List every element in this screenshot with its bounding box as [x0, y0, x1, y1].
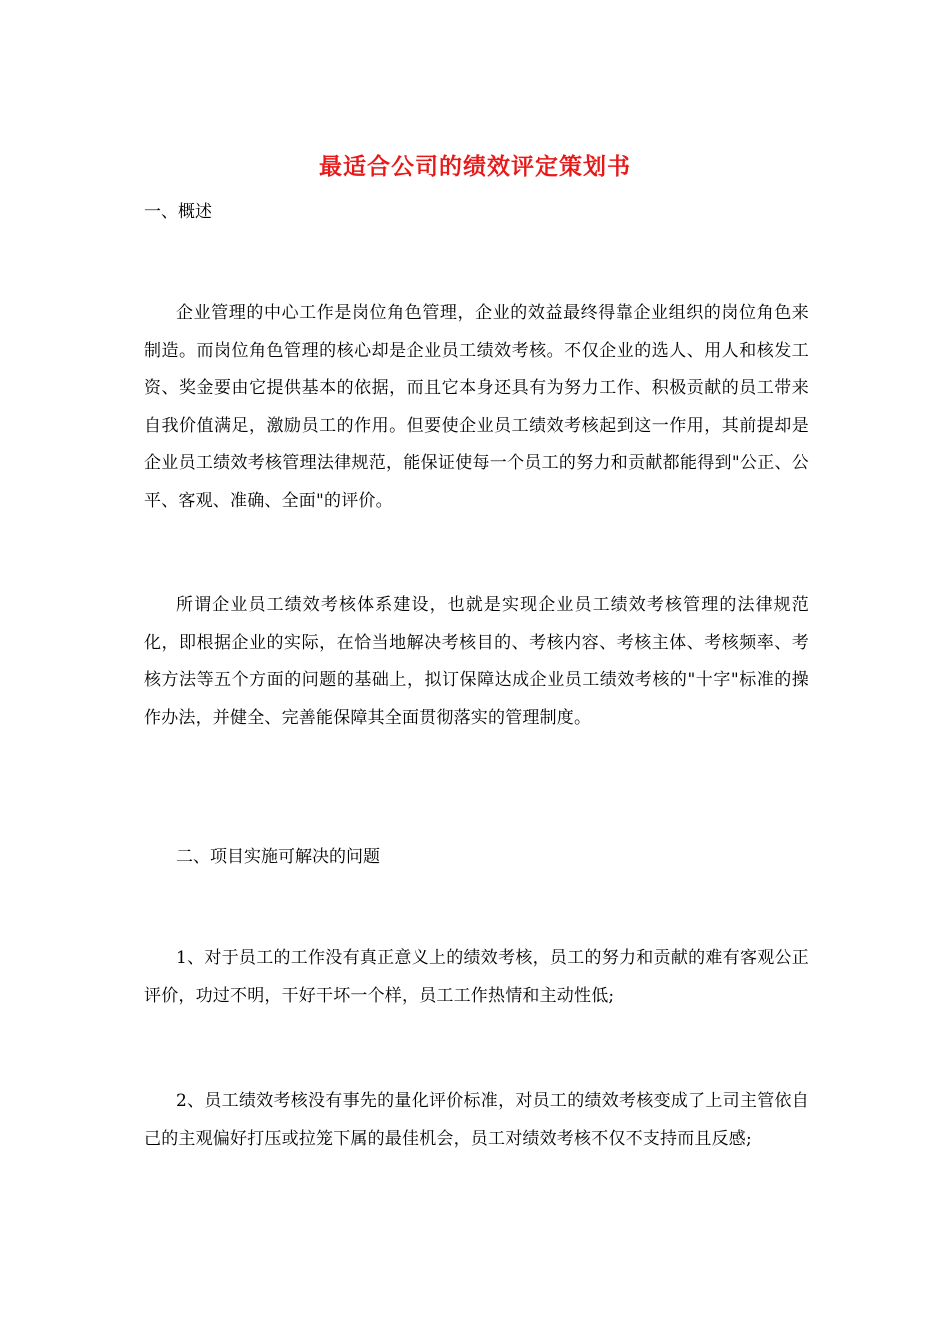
- list-item-problem-1: 1、对于员工的工作没有真正意义上的绩效考核，员工的努力和贡献的难有客观公正评价，功过不明，干好干坏一个样，员工工作热情和主动性低;: [144, 948, 809, 1006]
- paragraph-management-core: 企业管理的中心工作是岗位角色管理，企业的效益最终得靠企业组织的岗位角色来制造。而岗位角色管理的核心却是企业员工绩效考核。不仅企业的选人、用人和核发工资、奖金要由它提供基本的依据，而且它本身还具有为努力工作、积极贡献的员工带来自我价值满足，激励员工的作用。但要使企业员工绩效考核起到这一作用，其前提却是企业员工绩效考核管理法律规范，能保证使每一个员工的努力和贡献都能得到"公正、公平、客观、准确、全面"的评价。: [144, 303, 809, 511]
- document-title: 最适合公司的绩效评定策划书: [319, 154, 631, 180]
- section-heading-problems: 二、项目实施可解决的问题: [176, 847, 380, 867]
- paragraph-system-construction: 所谓企业员工绩效考核体系建设，也就是实现企业员工绩效考核管理的法律规范化，即根据企业的实际，在恰当地解决考核目的、考核内容、考核主体、考核频率、考核方法等五个方面的问题的基础上，拟订保障达成企业员工绩效考核的"十字"标准的操作办法，并健全、完善能保障其全面贯彻落实的管理制度。: [144, 595, 809, 728]
- section-heading-overview: 一、概述: [144, 202, 212, 222]
- list-item-problem-2: 2、员工绩效考核没有事先的量化评价标准，对员工的绩效考核变成了上司主管依自己的主观偏好打压或拉笼下属的最佳机会，员工对绩效考核不仅不支持而且反感;: [144, 1091, 809, 1149]
